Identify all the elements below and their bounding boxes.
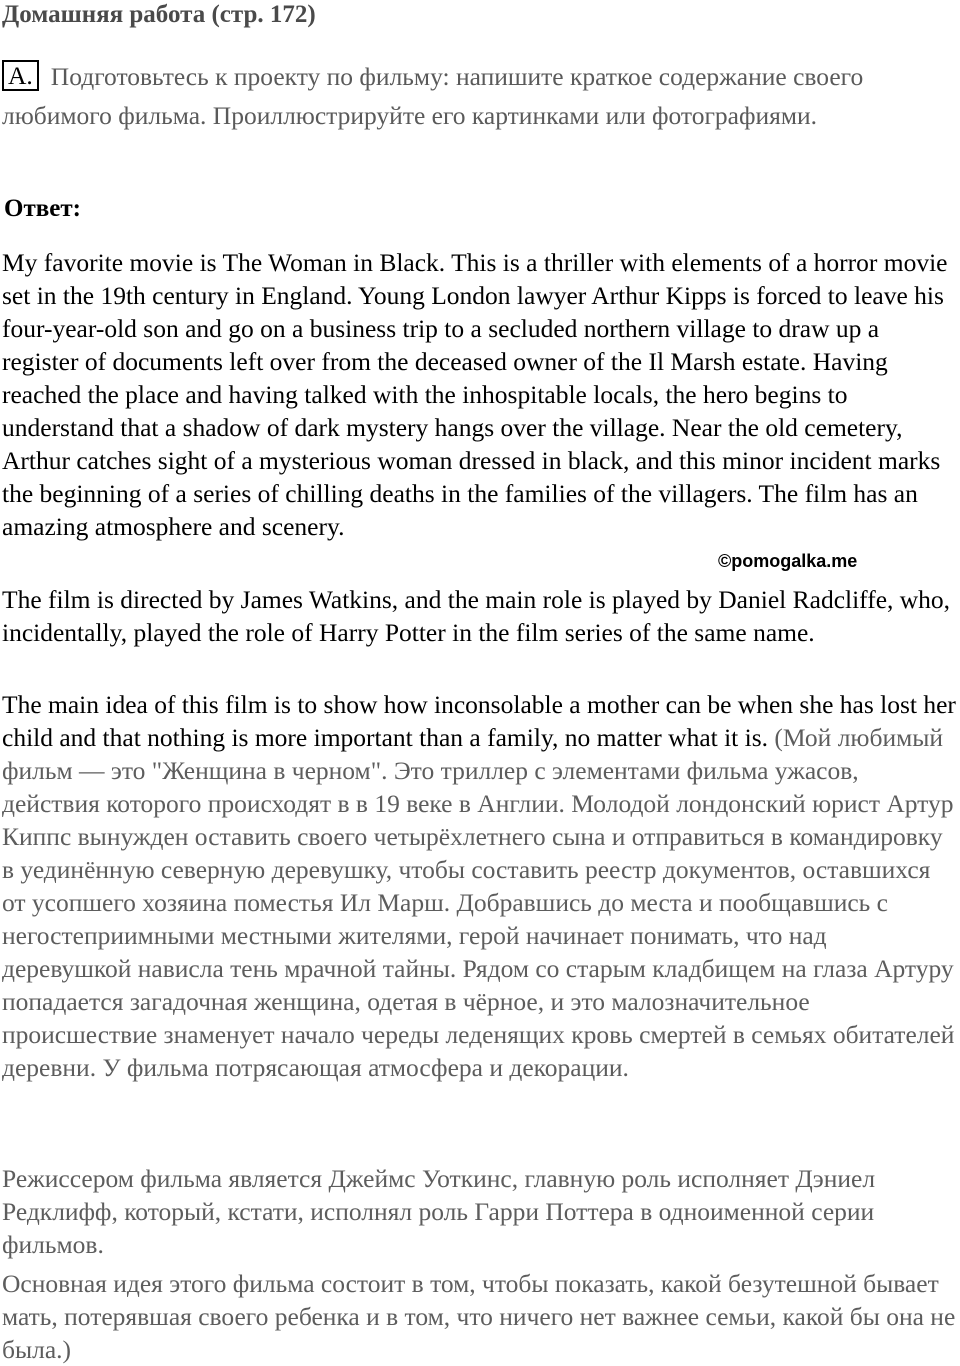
task-text: Подготовьтесь к проекту по фильму: напишите краткое содержание своего любимого фильма. Проиллюстрируйте его картинками или фотографиями. <box>2 62 864 130</box>
answer-paragraph-4-russian: Режиссером фильма является Джеймс Уоткинс, главную роль исполняет Дэниел Редклифф, который, кстати, исполнял роль Гарри Поттера в одноименной серии фильмов. <box>2 1164 876 1259</box>
answer-paragraph-3-english: The main idea of this film is to show how inconsolable a mother can be when she has lost her child and that nothing is more important than a family, no matter what it is. <box>2 690 956 752</box>
page-title: Домашняя работа (стр. 172) <box>2 1 316 28</box>
answer-paragraph-3 <box>2 688 958 1084</box>
watermark: ©pomogalka.me <box>718 551 858 571</box>
task-marker: A. <box>2 60 39 91</box>
answer-paragraph-3-russian: (Мой любимый фильм — это "Женщина в черном". Это триллер с элементами фильма ужасов, действия которого происходят в в 19 веке в Англии. Молодой лондонский юрист Артур Киппс вынужден оставить своего четырёхлетнего сына и отправиться в командировку в уединённую северную деревушку, чтобы составить реестр документов, оставшихся от усопшего хозяина поместья Ил Марш. Добравшись до места и пообщавшись с негостеприимными местными жителями, герой начинает понимать, что над деревушкой нависла тень мрачной тайны. Рядом со старым кладбищем на глаза Артуру попадается загадочная женщина, одетая в чёрное, и это малозначительное происшествие знаменует начало череды леденящих кровь смертей в семьях обитателей деревни. У фильма потрясающая атмосфера и декорации. <box>2 723 955 1082</box>
answer-label: Ответ: <box>4 195 81 222</box>
answer-paragraph-5-russian: Основная идея этого фильма состоит в том, чтобы показать, какой безутешной бывает мать, потерявшая своего ребенка и в том, что ничего нет важнее семьи, какой бы она не была.) <box>2 1269 956 1364</box>
answer-paragraph-2: The film is directed by James Watkins, and the main role is played by Daniel Radcliffe, who, incidentally, played the role of Harry Potter in the film series of the same name. <box>2 585 951 647</box>
task-block <box>2 57 942 135</box>
answer-paragraph-1: My favorite movie is The Woman in Black. This is a thriller with elements of a horror movie set in the 19th century in England. Young London lawyer Arthur Kipps is forced to leave his four-year-old son and go on a business trip to a secluded northern village to draw up a register of documents left over from the deceased owner of the Il Marsh estate. Having reached the place and having talked with the inhospitable locals, the hero begins to understand that a shadow of dark mystery hangs over the village. Near the old cemetery, Arthur catches sight of a mysterious woman dressed in black, and this minor incident marks the beginning of a series of chilling deaths in the families of the villagers. The film has an amazing atmosphere and scenery. <box>2 248 948 541</box>
